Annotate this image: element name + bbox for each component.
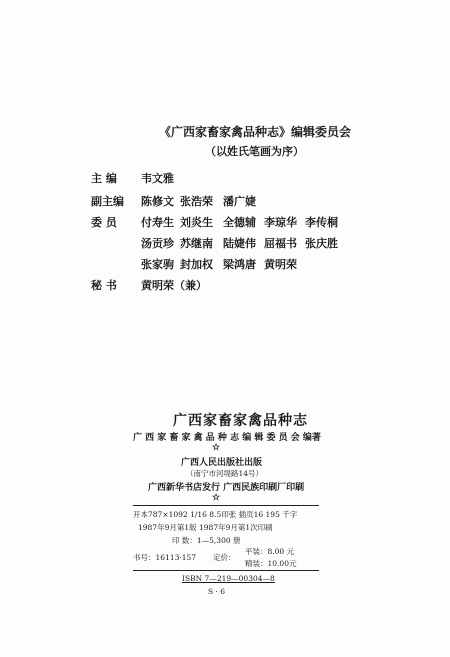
member-name: 封加权 [180, 258, 213, 271]
deputy-editor-name: 陈修文 [141, 195, 174, 208]
committee-subtitle: （以姓氏笔画为序） [205, 145, 304, 158]
secretary-label: 秘 书 [91, 279, 117, 292]
deputy-editor-label: 副主编 [91, 195, 124, 208]
member-name: 汤贡珍 [141, 237, 174, 250]
member-name: 张庆胜 [305, 237, 338, 250]
publisher-address: （南宁市河堤路14号） [186, 469, 264, 478]
book-title: 广西家畜家禽品种志 [173, 413, 308, 429]
secretary-name: 黄明荣（兼） [141, 279, 207, 292]
chief-editor-name: 韦文雅 [141, 172, 174, 185]
chief-editor-label: 主 编 [91, 172, 117, 185]
isbn: ISBN 7—219—00304—8 [182, 574, 275, 583]
edition-line: 1987年9月第1版 1987年9月第1次印刷 [138, 523, 273, 532]
deputy-editor-name: 张浩荣 [180, 195, 213, 208]
member-name: 付寿生 [141, 216, 174, 229]
deputy-editor-name: 潘广婕 [223, 195, 256, 208]
star-divider: ☆ [212, 493, 221, 503]
price-hardcover: 精装：10.00元 [245, 559, 297, 568]
member-name: 陆婕伟 [223, 237, 256, 250]
print-run: 印 数：1—5,300 册 [172, 536, 241, 545]
member-name: 刘炎生 [180, 216, 213, 229]
member-name: 苏继南 [180, 237, 213, 250]
editor-line: 广 西 家 畜 家 禽 品 种 志 编 辑 委 员 会 编著 [133, 433, 321, 443]
price-label: 定价： [213, 553, 236, 562]
publisher: 广西人民出版社出版 [181, 458, 263, 468]
member-name: 屈福书 [264, 237, 297, 250]
member-name: 李传桐 [305, 216, 338, 229]
committee-title: 《广西家畜家禽品种志》编辑委员会 [159, 125, 352, 139]
member-name: 张家驹 [141, 258, 174, 271]
star-divider: ☆ [212, 443, 221, 453]
members-label: 委 员 [91, 216, 117, 229]
classification-code: S · 6 [208, 587, 226, 596]
divider-rule [133, 505, 319, 506]
member-name: 全德辅 [223, 216, 256, 229]
distribution-printing: 广西新华书店发行 广西民族印刷厂印刷 [148, 483, 305, 493]
member-name: 李琼华 [264, 216, 297, 229]
book-number: 书号：16113·157 [133, 553, 197, 562]
price-paperback: 平装：8.00 元 [245, 547, 295, 556]
member-name: 黄明荣 [264, 258, 297, 271]
divider-rule [133, 570, 319, 571]
member-name: 梁鸿唐 [223, 258, 256, 271]
format-line: 开本787×1092 1/16 8.5印张 插页16 195 千字 [133, 510, 298, 519]
